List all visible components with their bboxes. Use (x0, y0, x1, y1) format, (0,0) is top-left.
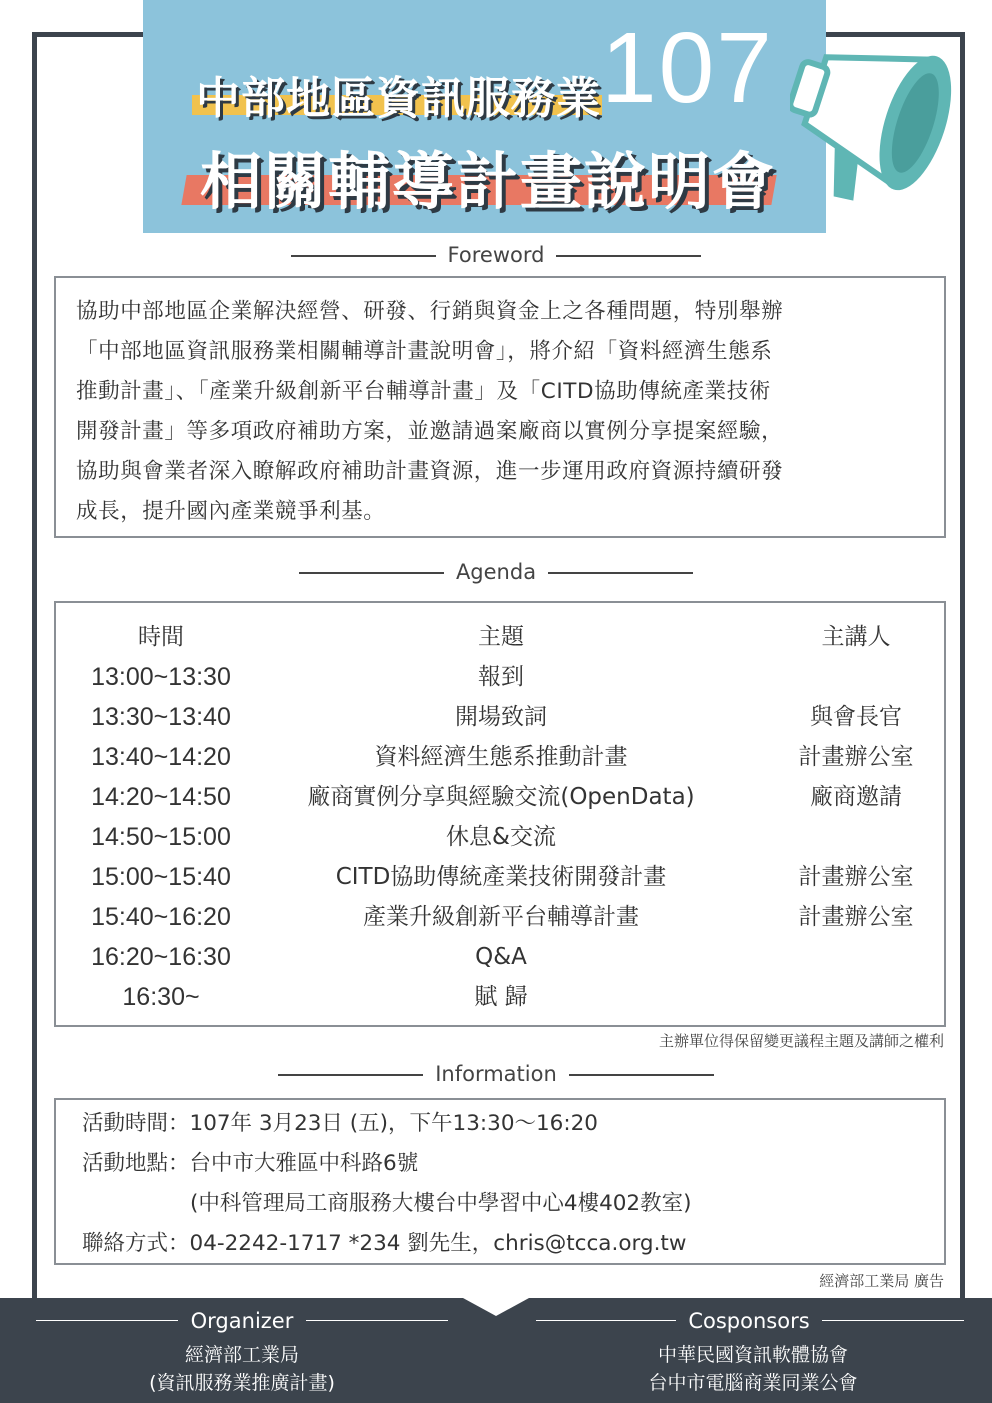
agenda-time: 13:00~13:30 (91, 663, 231, 691)
agenda-time: 16:30~ (122, 983, 200, 1011)
information-box (54, 1098, 946, 1265)
agenda-speaker: 計畫辦公室 (798, 904, 914, 930)
agenda-time: 16:20~16:30 (91, 943, 231, 971)
event-contact (82, 1224, 686, 1264)
agenda-table (54, 601, 946, 1027)
agenda-topic: 廠商實例分享與經驗交流(OpenData) (307, 784, 695, 810)
agenda-time: 15:40~16:20 (91, 903, 231, 931)
footer-rule (306, 1320, 448, 1321)
agenda-time: 13:30~13:40 (91, 703, 231, 731)
agenda-topic: 資料經濟生態系推動計畫 (374, 744, 628, 770)
agenda-speaker: 廠商邀請 (810, 784, 902, 810)
footer-notch (463, 1298, 529, 1316)
event-place-value: 台中市大雅區中科路6號 (189, 1151, 419, 1176)
agenda-row (56, 777, 944, 817)
event-time-value: 107年 3月23日 (五)，下午13:30～16:20 (189, 1111, 598, 1136)
event-place (82, 1144, 418, 1184)
megaphone-icon (790, 10, 990, 230)
title-year: 107 (601, 12, 774, 124)
foreword-heading-label: Foreword (447, 243, 545, 267)
agenda-disclaimer: 主辦單位得保留變更議程主題及講師之權利 (658, 1032, 944, 1050)
foreword-box (54, 276, 946, 538)
agenda-topic: CITD協助傳統產業技術開發計畫 (335, 864, 667, 890)
agenda-heading-label: Agenda (455, 560, 537, 584)
column-header-time: 時間 (138, 624, 184, 650)
event-contact-label: 聯絡方式： (82, 1231, 190, 1256)
agenda-topic: 休息&交流 (446, 824, 556, 850)
agenda-row (56, 937, 944, 977)
heading-rule-right (556, 255, 701, 257)
organizer-program: (資訊服務業推廣計畫) (149, 1372, 335, 1394)
agenda-time: 13:40~14:20 (91, 743, 231, 771)
agenda-row (56, 897, 944, 937)
advertisement-note: 經濟部工業局 廣告 (819, 1272, 944, 1290)
cosponsor-name: 中華民國資訊軟體協會 (657, 1344, 848, 1366)
organizer-name: 經濟部工業局 (184, 1344, 299, 1366)
heading-rule-right (569, 1074, 714, 1076)
agenda-topic: 賦 歸 (474, 984, 528, 1010)
title-line2: 相關輔導計畫說明會 (200, 145, 777, 218)
agenda-heading (0, 560, 992, 584)
heading-rule-right (548, 572, 693, 574)
foreword-line: 協助與會業者深入瞭解政府補助計畫資源，進一步運用政府資源持續研發 (76, 459, 784, 484)
footer-rule (822, 1320, 964, 1321)
column-header-speaker: 主講人 (821, 624, 891, 650)
heading-rule-left (291, 255, 436, 257)
agenda-row (56, 977, 944, 1017)
event-contact-value: 04-2242-1717 *234 劉先生，chris@tcca.org.tw (189, 1231, 687, 1256)
agenda-topic: 產業升級創新平台輔導計畫 (363, 904, 639, 930)
event-place-label: 活動地點： (82, 1151, 190, 1176)
agenda-header-row (56, 617, 944, 657)
agenda-topic: 開場致詞 (455, 704, 547, 730)
cosponsors-heading: Cosponsors (688, 1309, 810, 1333)
organizer-heading: Organizer (190, 1309, 294, 1333)
event-time-label: 活動時間： (82, 1111, 190, 1136)
agenda-time: 14:20~14:50 (91, 783, 231, 811)
agenda-time: 15:00~15:40 (91, 863, 231, 891)
footer-rule (536, 1320, 676, 1321)
agenda-row (56, 697, 944, 737)
agenda-row (56, 817, 944, 857)
agenda-time: 14:50~15:00 (91, 823, 231, 851)
footer-rule (36, 1320, 178, 1321)
foreword-line: 成長，提升國內產業競爭利基。 (76, 499, 386, 524)
agenda-row (56, 857, 944, 897)
event-place-detail: (中科管理局工商服務大樓台中學習中心4樓402教室) (190, 1191, 692, 1216)
heading-rule-left (278, 1074, 423, 1076)
title-line1: 中部地區資訊服務業 (196, 73, 601, 124)
agenda-topic: Q&A (475, 944, 527, 970)
event-time (82, 1104, 598, 1144)
cosponsor-name: 台中市電腦商業同業公會 (648, 1372, 858, 1394)
agenda-speaker: 計畫辦公室 (798, 864, 914, 890)
agenda-topic: 報到 (478, 664, 524, 690)
agenda-speaker: 與會長官 (810, 704, 902, 730)
foreword-line: 「中部地區資訊服務業相關輔導計畫說明會」，將介紹「資料經濟生態系 (76, 339, 773, 364)
information-heading-label: Information (435, 1062, 557, 1086)
foreword-heading (0, 243, 992, 267)
foreword-line: 協助中部地區企業解決經營、研發、行銷與資金上之各種問題，特別舉辦 (76, 299, 784, 324)
heading-rule-left (299, 572, 444, 574)
foreword-text (76, 292, 936, 532)
information-heading (0, 1062, 992, 1086)
agenda-row (56, 657, 944, 697)
column-header-topic: 主題 (478, 624, 524, 650)
foreword-line: 開發計畫」等多項政府補助方案，並邀請過案廠商以實例分享提案經驗， (76, 419, 784, 444)
foreword-line: 推動計畫」、「產業升級創新平台輔導計畫」及「CITD協助傳統產業技術 (76, 379, 771, 404)
agenda-speaker: 計畫辦公室 (798, 744, 914, 770)
agenda-row (56, 737, 944, 777)
